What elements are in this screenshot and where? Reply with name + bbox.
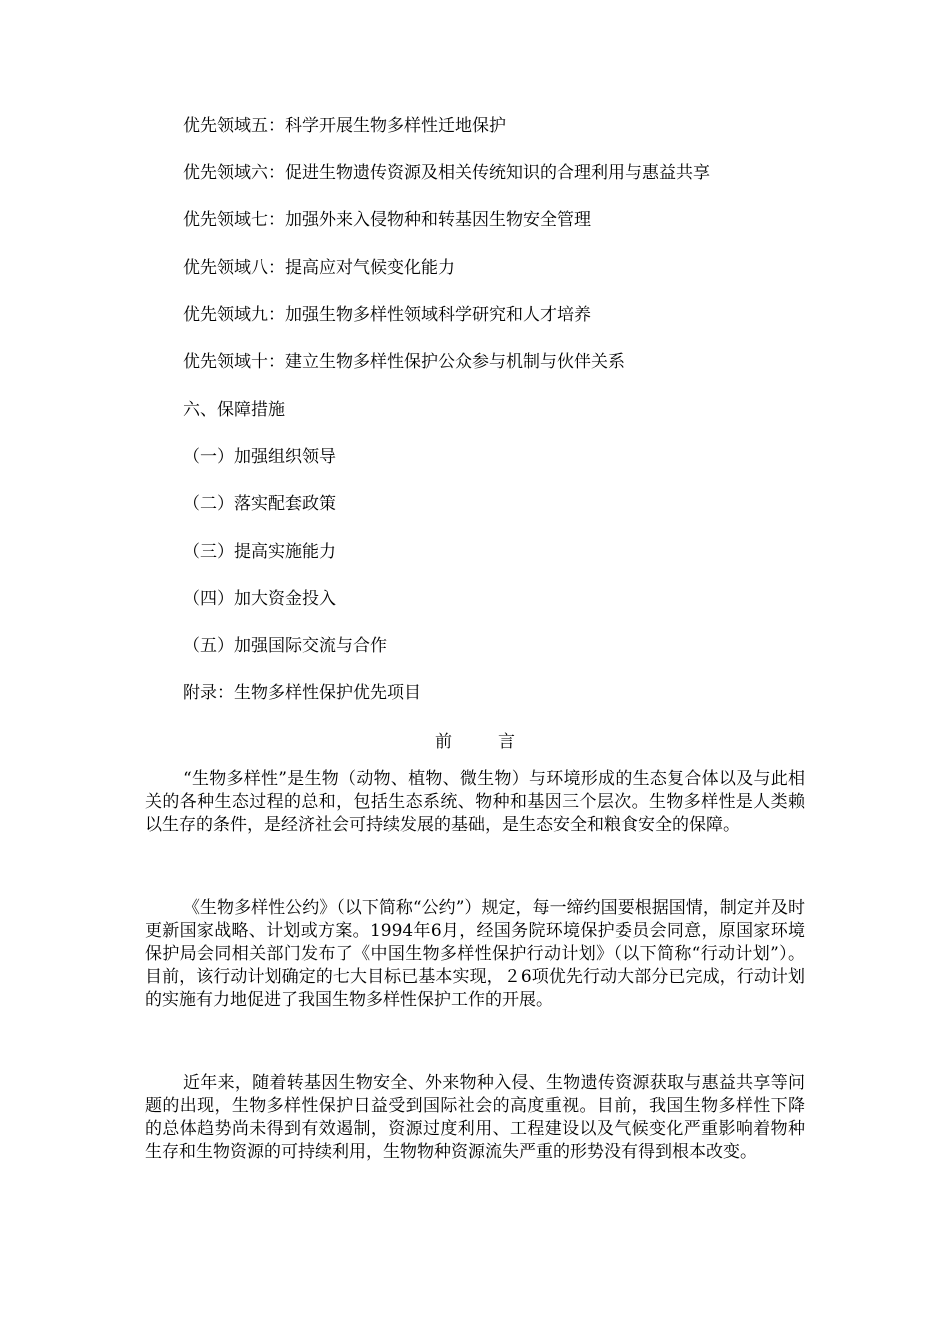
toc-item-priority-6: 优先领域六：促进生物遗传资源及相关传统知识的合理利用与惠益共享 bbox=[183, 163, 710, 183]
toc-item-measure-4: （四）加大资金投入 bbox=[183, 589, 336, 609]
paragraph-3: 近年来，随着转基因生物安全、外来物种入侵、生物遗传资源获取与惠益共享等问题的出现，生物多样性保护日益受到国际社会的高度重视。目前，我国生物多样性下降的总体趋势尚未得到有效遏制，资源过度利用、工程建设以及气候变化严重影响着物种生存和生物资源的可持续利用，生物物种资源流失严重的形势没有得到根本改变。 bbox=[145, 1073, 805, 1162]
toc-item-measure-1: （一）加强组织领导 bbox=[183, 447, 336, 467]
toc-item-measure-5: （五）加强国际交流与合作 bbox=[183, 636, 387, 656]
toc-item-measure-3: （三）提高实施能力 bbox=[183, 542, 336, 562]
toc-item-priority-10: 优先领域十：建立生物多样性保护公众参与机制与伙伴关系 bbox=[183, 352, 625, 372]
toc-item-priority-8: 优先领域八：提高应对气候变化能力 bbox=[183, 258, 455, 278]
section-heading-preface: 前言 bbox=[435, 732, 561, 752]
toc-item-measure-2: （二）落实配套政策 bbox=[183, 494, 336, 514]
toc-item-priority-7: 优先领域七：加强外来入侵物种和转基因生物安全管理 bbox=[183, 210, 591, 230]
toc-item-appendix: 附录：生物多样性保护优先项目 bbox=[183, 683, 421, 703]
toc-item-section-6: 六、保障措施 bbox=[183, 400, 285, 420]
toc-item-priority-5: 优先领域五：科学开展生物多样性迁地保护 bbox=[183, 116, 506, 136]
toc-item-priority-9: 优先领域九：加强生物多样性领域科学研究和人才培养 bbox=[183, 305, 591, 325]
paragraph-2: 《生物多样性公约》（以下简称“公约”）规定，每一缔约国要根据国情，制定并及时更新国家战略、计划或方案。1994年6月，经国务院环境保护委员会同意，原国家环境保护局会同相关部门发布了《中国生物多样性保护行动计划》（以下简称“行动计划”）。目前，该行动计划确定的七大目标已基本实现，２6项优先行动大部分已完成，行动计划的实施有力地促进了我国生物多样性保护工作的开展。 bbox=[145, 898, 805, 1010]
paragraph-1: “生物多样性”是生物（动物、植物、微生物）与环境形成的生态复合体以及与此相关的各种生态过程的总和，包括生态系统、物种和基因三个层次。生物多样性是人类赖以生存的条件，是经济社会可持续发展的基础，是生态安全和粮食安全的保障。 bbox=[145, 769, 805, 835]
